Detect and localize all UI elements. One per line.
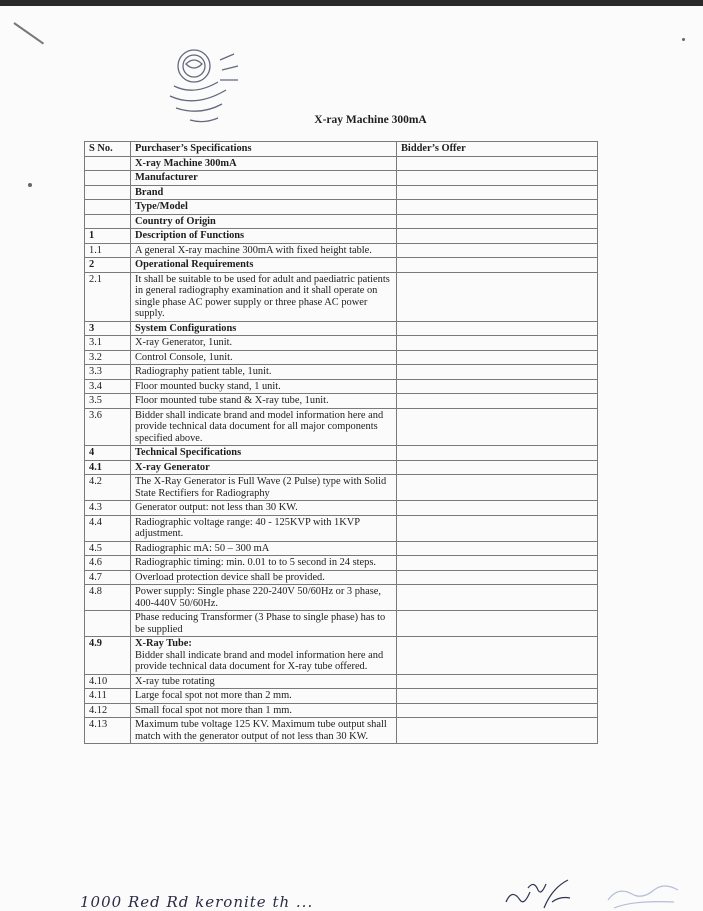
table-row (85, 379, 598, 394)
row-specification: The X-Ray Generator is Full Wave (2 Pulse) type with Solid State Rectifiers for Radiography (131, 475, 397, 501)
row-sno: 4.7 (85, 570, 131, 585)
row-sno: 4.13 (85, 718, 131, 744)
table-row (85, 214, 598, 229)
row-sno: 4.10 (85, 674, 131, 689)
row-sno: 3.6 (85, 408, 131, 446)
table-row (85, 350, 598, 365)
row-bidders-offer (397, 185, 598, 200)
row-bidders-offer (397, 321, 598, 336)
row-sno (85, 611, 131, 637)
table-row (85, 336, 598, 351)
row-sno: 4.4 (85, 515, 131, 541)
table-row (85, 185, 598, 200)
table-row (85, 446, 598, 461)
table-row (85, 171, 598, 186)
row-specification: X-ray tube rotating (131, 674, 397, 689)
row-bidders-offer (397, 718, 598, 744)
row-specification: Radiographic timing: min. 0.01 to to 5 second in 24 steps. (131, 556, 397, 571)
row-bidders-offer (397, 585, 598, 611)
row-bidders-offer (397, 243, 598, 258)
row-bidders-offer (397, 556, 598, 571)
row-bidders-offer (397, 408, 598, 446)
row-sno (85, 214, 131, 229)
row-specification: X-ray Machine 300mA (131, 156, 397, 171)
table-row (85, 475, 598, 501)
table-row (85, 272, 598, 321)
row-specification: Power supply: Single phase 220-240V 50/60Hz or 3 phase, 400-440V 50/60Hz. (131, 585, 397, 611)
table-row (85, 689, 598, 704)
row-sno: 3 (85, 321, 131, 336)
row-sno: 4.8 (85, 585, 131, 611)
row-bidders-offer (397, 611, 598, 637)
row-bidders-offer (397, 515, 598, 541)
row-specification: Description of Functions (131, 229, 397, 244)
document-title: X-ray Machine 300mA (314, 114, 427, 126)
row-specification: Generator output: not less than 30 KW. (131, 501, 397, 516)
table-row (85, 501, 598, 516)
row-specification: Operational Requirements (131, 258, 397, 273)
row-bidders-offer (397, 689, 598, 704)
row-specification: Phase reducing Transformer (3 Phase to single phase) has to be supplied (131, 611, 397, 637)
row-sno: 4.11 (85, 689, 131, 704)
scan-top-edge (0, 0, 703, 6)
row-bidders-offer (397, 703, 598, 718)
row-bidders-offer (397, 501, 598, 516)
table-row (85, 674, 598, 689)
row-specification: Brand (131, 185, 397, 200)
row-bidders-offer (397, 258, 598, 273)
header-bidders-offer: Bidder’s Offer (397, 142, 598, 157)
table-row (85, 556, 598, 571)
row-sno (85, 171, 131, 186)
table-row (85, 321, 598, 336)
table-row (85, 408, 598, 446)
table-row (85, 365, 598, 380)
table-row (85, 243, 598, 258)
row-sno: 4.9 (85, 637, 131, 675)
row-specification: Country of Origin (131, 214, 397, 229)
row-sno: 1 (85, 229, 131, 244)
handwritten-note: 1000 Red Rd keronite th ... (80, 893, 314, 911)
row-bidders-offer (397, 365, 598, 380)
row-specification: Radiographic voltage range: 40 - 125KVP with 1KVP adjustment. (131, 515, 397, 541)
table-row (85, 229, 598, 244)
row-bidders-offer (397, 272, 598, 321)
header-purchaser-specifications: Purchaser’s Specifications (131, 142, 397, 157)
row-sno (85, 200, 131, 215)
row-specification: X-ray Generator (131, 460, 397, 475)
row-specification-text: Bidder shall indicate brand and model information here and provide technical data document for X-ray tube offered. (135, 649, 384, 672)
row-specification: Small focal spot not more than 1 mm. (131, 703, 397, 718)
row-specification: Type/Model (131, 200, 397, 215)
row-specification: Manufacturer (131, 171, 397, 186)
row-bidders-offer (397, 336, 598, 351)
row-specification: A general X-ray machine 300mA with fixed height table. (131, 243, 397, 258)
table-row (85, 460, 598, 475)
table-row (85, 703, 598, 718)
row-bidders-offer (397, 541, 598, 556)
table-row (85, 156, 598, 171)
row-specification (131, 637, 397, 675)
row-specification: Radiography patient table, 1unit. (131, 365, 397, 380)
row-bidders-offer (397, 394, 598, 409)
table-row (85, 611, 598, 637)
row-sno (85, 156, 131, 171)
row-sno: 2.1 (85, 272, 131, 321)
scan-speck (28, 183, 32, 187)
table-row (85, 718, 598, 744)
row-specification: System Configurations (131, 321, 397, 336)
row-specification: Large focal spot not more than 2 mm. (131, 689, 397, 704)
row-sno: 3.4 (85, 379, 131, 394)
row-bidders-offer (397, 214, 598, 229)
row-specification: Overload protection device shall be provided. (131, 570, 397, 585)
table-row (85, 394, 598, 409)
handwritten-signature (496, 872, 580, 910)
table-row (85, 570, 598, 585)
row-specification: Maximum tube voltage 125 KV. Maximum tube output shall match with the generator output of not less than 30 KW. (131, 718, 397, 744)
table-row (85, 200, 598, 215)
table-row (85, 541, 598, 556)
row-bidders-offer (397, 637, 598, 675)
header-sno: S No. (85, 142, 131, 157)
row-sno: 4.5 (85, 541, 131, 556)
table-row (85, 515, 598, 541)
table-header-row (85, 142, 598, 157)
row-sno: 4.2 (85, 475, 131, 501)
row-sno: 3.3 (85, 365, 131, 380)
row-specification: Control Console, 1unit. (131, 350, 397, 365)
row-sno: 2 (85, 258, 131, 273)
row-specification: It shall be suitable to be used for adult and paediatric patients in general radiography examination and it shall operate on single phase AC power supply or three phase AC power supply. (131, 272, 397, 321)
specification-table (84, 141, 598, 744)
row-bidders-offer (397, 156, 598, 171)
row-specification-title: X-Ray Tube: (135, 638, 192, 649)
row-bidders-offer (397, 200, 598, 215)
row-sno: 3.5 (85, 394, 131, 409)
row-sno: 4.3 (85, 501, 131, 516)
row-specification: Technical Specifications (131, 446, 397, 461)
row-bidders-offer (397, 674, 598, 689)
row-specification: X-ray Generator, 1unit. (131, 336, 397, 351)
row-sno (85, 185, 131, 200)
row-sno: 4 (85, 446, 131, 461)
row-bidders-offer (397, 446, 598, 461)
row-sno: 4.6 (85, 556, 131, 571)
row-sno: 3.1 (85, 336, 131, 351)
scan-speck (682, 38, 685, 41)
table-row (85, 637, 598, 675)
row-bidders-offer (397, 460, 598, 475)
row-specification: Floor mounted bucky stand, 1 unit. (131, 379, 397, 394)
row-sno: 1.1 (85, 243, 131, 258)
row-specification: Radiographic mA: 50 – 300 mA (131, 541, 397, 556)
row-bidders-offer (397, 229, 598, 244)
row-specification: Bidder shall indicate brand and model information here and provide technical data document for all major components specified above. (131, 408, 397, 446)
row-specification: Floor mounted tube stand & X-ray tube, 1unit. (131, 394, 397, 409)
row-bidders-offer (397, 475, 598, 501)
row-sno: 3.2 (85, 350, 131, 365)
table-row (85, 585, 598, 611)
row-sno: 4.1 (85, 460, 131, 475)
scan-pen-mark (13, 22, 44, 44)
faded-stamp (604, 880, 684, 910)
row-bidders-offer (397, 350, 598, 365)
row-bidders-offer (397, 570, 598, 585)
row-sno: 4.12 (85, 703, 131, 718)
row-bidders-offer (397, 379, 598, 394)
row-bidders-offer (397, 171, 598, 186)
table-row (85, 258, 598, 273)
